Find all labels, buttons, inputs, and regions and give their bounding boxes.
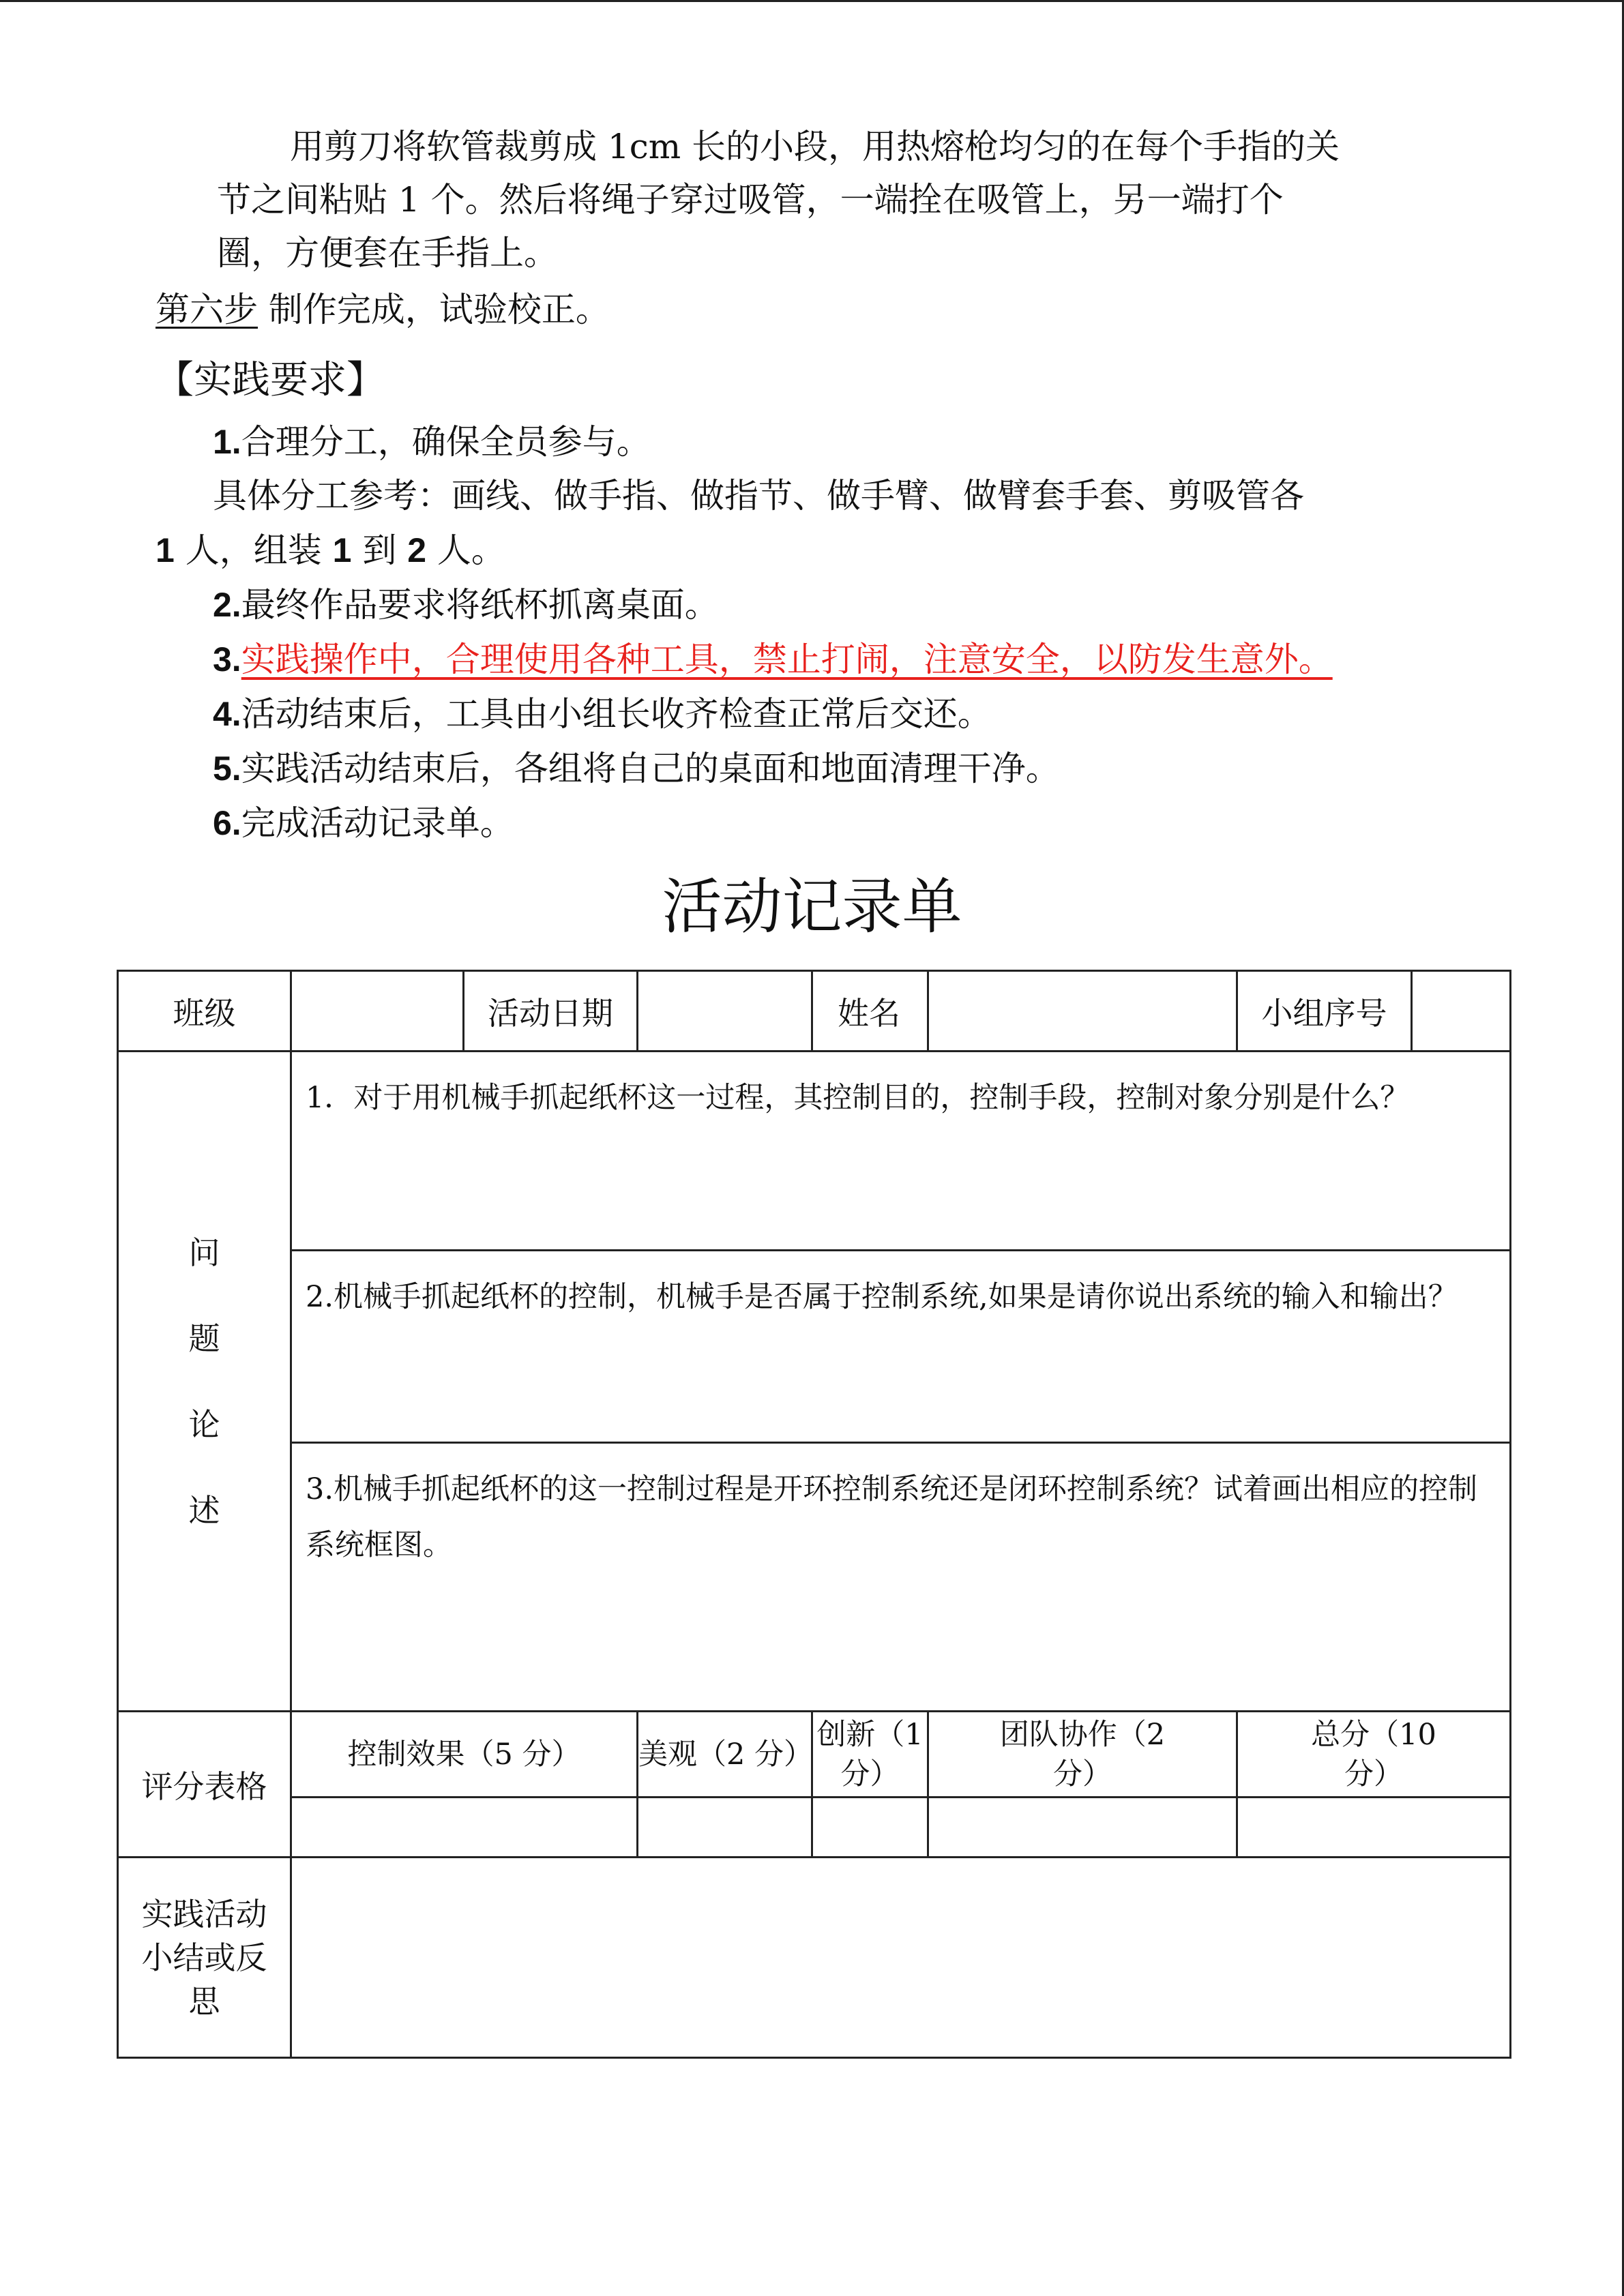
question-1[interactable]: 1．对于用机械手抓起纸杯这一过程，其控制目的，控制手段，控制对象分别是什么？ (291, 1052, 1511, 1251)
division-text-3: 人。 (426, 531, 505, 570)
score-control-effect-field[interactable] (291, 1798, 638, 1858)
step-six-text: 制作完成，试验校正。 (258, 290, 610, 329)
group-number-field[interactable] (1412, 971, 1511, 1052)
score-innovation-line-2: 分） (840, 1757, 900, 1791)
summary-label-line-3: 思 (188, 1982, 220, 2020)
score-innovation-header (812, 1712, 928, 1798)
requirement-6-number: 6. (213, 804, 241, 842)
division-text-1: 人，组装 (174, 531, 333, 570)
question-3[interactable]: 3.机械手抓起纸杯的这一控制过程是开环控制系统还是闭环控制系统？试着画出相应的控制系统框图。 (291, 1443, 1511, 1712)
requirement-5-number: 5. (213, 749, 241, 788)
division-count-3: 2 (407, 531, 427, 569)
question-2[interactable]: 2.机械手抓起纸杯的控制，机械手是否属于控制系统,如果是请你说出系统的输入和输出？ (291, 1251, 1511, 1443)
summary-field[interactable] (291, 1858, 1511, 2058)
score-innovation-line-1: 创新（1 (816, 1717, 924, 1752)
scoring-input-row (118, 1798, 1511, 1858)
activity-record-table (117, 970, 1511, 2059)
class-label: 班级 (118, 971, 291, 1052)
activity-date-field[interactable] (638, 971, 812, 1052)
requirements-heading: 【实践要求】 (156, 358, 385, 402)
name-field[interactable] (928, 971, 1237, 1052)
requirement-4 (213, 694, 992, 734)
summary-row (118, 1858, 1511, 2058)
requirement-1-number: 1. (213, 423, 241, 461)
header-row (118, 971, 1511, 1052)
summary-label-line-1: 实践活动 (141, 1895, 267, 1933)
division-count-1: 1 (156, 531, 175, 569)
questions-label-char-2: 题 (188, 1320, 220, 1357)
division-count-2: 1 (332, 531, 352, 569)
group-number-label: 小组序号 (1237, 971, 1412, 1052)
score-total-line-2: 分） (1344, 1757, 1403, 1791)
requirement-5 (213, 748, 1060, 789)
requirement-2 (213, 584, 719, 625)
intro-line-3: 圈，方便套在手指上。 (217, 233, 558, 273)
summary-label (118, 1858, 291, 2058)
score-total-header (1237, 1712, 1511, 1798)
requirement-6-text: 完成活动记录单。 (241, 803, 514, 843)
score-total-field[interactable] (1237, 1798, 1511, 1858)
requirement-1 (213, 421, 651, 462)
step-six (156, 289, 610, 330)
score-innovation-field[interactable] (812, 1798, 928, 1858)
questions-label-char-4: 述 (188, 1491, 220, 1529)
questions-label-char-1: 问 (188, 1234, 220, 1271)
requirement-5-text: 实践活动结束后，各组将自己的桌面和地面清理干净。 (241, 749, 1060, 788)
class-field[interactable] (291, 971, 464, 1052)
score-appearance-field[interactable] (638, 1798, 812, 1858)
questions-label-char-3: 论 (188, 1405, 220, 1443)
activity-date-label: 活动日期 (464, 971, 638, 1052)
intro-line-1: 用剪刀将软管裁剪成 1cm 长的小段，用热熔枪均匀的在每个手指的关 (290, 127, 1340, 166)
record-sheet-title: 活动记录单 (662, 871, 962, 942)
score-teamwork-line-1: 团队协作（2 (999, 1717, 1166, 1752)
requirement-2-text: 最终作品要求将纸杯抓离桌面。 (241, 585, 719, 625)
scoring-label: 评分表格 (118, 1712, 291, 1858)
score-control-effect-header: 控制效果（5 分） (291, 1712, 638, 1798)
requirement-4-number: 4. (213, 695, 241, 733)
division-reference-line-2 (156, 530, 505, 571)
score-teamwork-field[interactable] (928, 1798, 1237, 1858)
page-top-border (0, 0, 1624, 2)
requirement-3 (213, 639, 1333, 680)
division-text-2: 到 (351, 531, 408, 570)
question-row-2 (118, 1251, 1511, 1443)
division-reference-line-1: 具体分工参考：画线、做手指、做指节、做手臂、做臂套手套、剪吸管各 (213, 476, 1304, 516)
questions-label (118, 1052, 291, 1712)
name-label: 姓名 (812, 971, 928, 1052)
scoring-header-row (118, 1712, 1511, 1798)
requirement-3-safety-warning: 实践操作中，合理使用各种工具，禁止打闹，注意安全，以防发生意外。 (241, 640, 1333, 679)
intro-line-2: 节之间粘贴 1 个。然后将绳子穿过吸管，一端拴在吸管上，另一端打个 (217, 180, 1284, 220)
score-appearance-header: 美观（2 分） (638, 1712, 812, 1798)
requirement-4-text: 活动结束后，工具由小组长收齐检查正常后交还。 (241, 694, 992, 734)
requirement-3-number: 3. (213, 640, 241, 679)
step-six-label: 第六步 (156, 290, 258, 329)
score-teamwork-line-2: 分） (1053, 1757, 1112, 1791)
requirement-2-number: 2. (213, 586, 241, 624)
score-total-line-1: 总分（10 (1311, 1717, 1436, 1752)
score-teamwork-header (928, 1712, 1237, 1798)
summary-label-line-2: 小结或反 (141, 1939, 267, 1976)
requirement-6 (213, 803, 514, 844)
question-row-3 (118, 1443, 1511, 1712)
requirement-1-text: 合理分工，确保全员参与。 (241, 422, 651, 462)
question-row-1 (118, 1052, 1511, 1251)
